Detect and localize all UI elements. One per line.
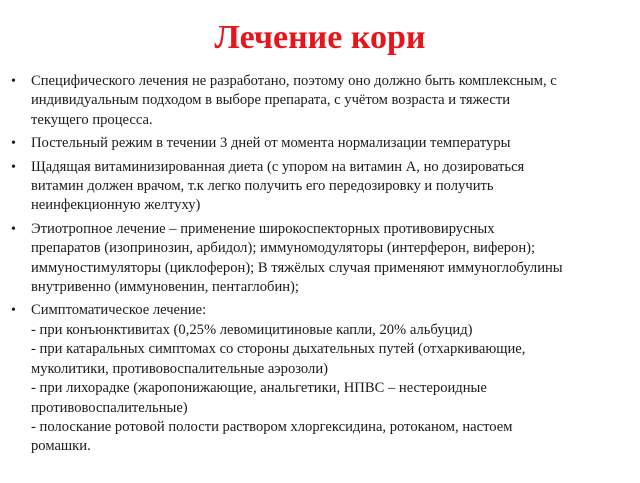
bullet-item — [10, 72, 632, 130]
bullet-line: ромашки. — [31, 438, 91, 455]
bullet-item — [10, 134, 632, 153]
bullet-line: Специфического лечения не разработано, поэтому оно должно быть комплексным, с — [31, 73, 557, 89]
bullet-line: индивидуальным подходом в выборе препарата, с учётом возраста и тяжести — [31, 92, 511, 109]
bullet-list — [10, 72, 632, 461]
bullet-line: - при катаральных симптомах со стороны дыхательных путей (отхаркивающие, — [31, 341, 526, 358]
bullet-line: Симптоматическое лечение: — [31, 302, 207, 319]
bullet-icon: • — [11, 136, 16, 152]
bullet-line: внутривенно (иммуновенин, пентаглобин); — [31, 279, 299, 296]
page-title: Лечение кори — [214, 19, 426, 56]
bullet-icon: • — [11, 159, 16, 175]
bullet-item — [10, 220, 632, 298]
bullet-line: витамин должен врачом, т.к легко получить его передозировку и получить — [31, 178, 494, 195]
bullet-line: противовоспалительные) — [31, 399, 188, 416]
bullet-icon: • — [11, 303, 16, 319]
bullet-line: - при лихорадке (жаропонижающие, анальгетики, НПВС – нестероидные — [31, 380, 487, 397]
bullet-line: Этиотропное лечение – применение широкоспекторных противовирусных — [31, 220, 495, 237]
bullet-line: текущего процесса. — [31, 111, 153, 128]
bullet-icon: • — [11, 221, 16, 237]
bullet-icon: • — [11, 74, 16, 89]
bullet-line: - полоскание ротовой полости раствором хлоргексидина, ротоканом, настоем — [31, 418, 513, 435]
bullet-line: неинфекционную желтуху) — [31, 197, 201, 214]
bullet-item — [10, 158, 632, 216]
bullet-item — [10, 301, 632, 456]
bullet-line: - при конъюнктивитах (0,25% левомицитиновые капли, 20% альбуцид) — [31, 321, 473, 338]
bullet-line: муколитики, противовоспалительные аэрозоли) — [31, 360, 328, 377]
bullet-line: Постельный режим в течении 3 дней от момента нормализации температуры — [31, 135, 511, 152]
bullet-line: препаратов (изопринозин, арбидол); иммуномодуляторы (интерферон, виферон); — [31, 240, 536, 257]
bullet-line: Щадящая витаминизированная диета (с упором на витамин А, но дозироваться — [31, 158, 525, 175]
bullet-line: иммуностимуляторы (циклоферон); В тяжёлых случая применяют иммуноглобулины — [31, 259, 563, 276]
